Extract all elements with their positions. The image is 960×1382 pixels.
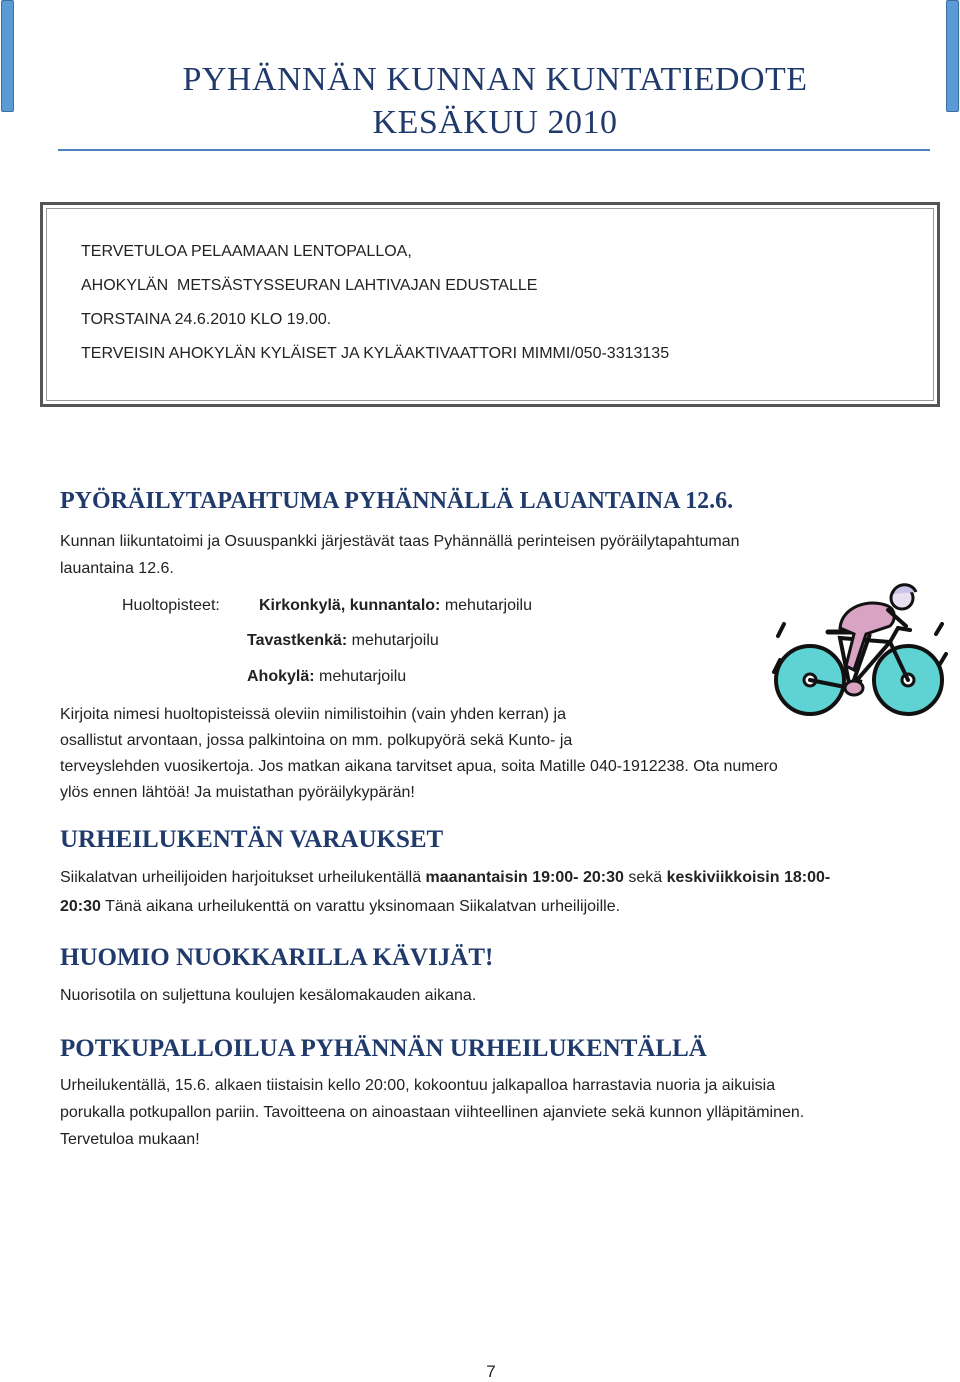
field-booking-heading: URHEILUKENTÄN VARAUKSET [60,826,444,853]
cycling-heading: PYÖRÄILYTAPAHTUMA PYHÄNNÄLLÄ LAUANTAINA 12.6. [60,488,734,514]
notice-line: AHOKYLÄN METSÄSTYSSEURAN LAHTIVAJAN EDUSTALLE [81,277,538,294]
right-decor-bar [946,0,959,112]
football-line: porukalla potkupallon pariin. Tavoitteena on ainoastaan viihteellinen ajanviete sekä kunnon ylläpitäminen. [60,1104,805,1121]
station-service: mehutarjoilu [440,597,532,614]
cyclist-clipart-icon [770,580,950,728]
volleyball-notice-box [40,202,940,407]
football-line: Tervetuloa mukaan! [60,1131,200,1148]
text-run-bold: 20:30 [60,898,101,915]
notice-text [81,235,669,371]
notice-line: TERVEISIN AHOKYLÄN KYLÄISET JA KYLÄAKTIVAATTORI MIMMI/050-3313135 [81,345,670,362]
cycling-body-line: Kirjoita nimesi huoltopisteissä oleviin nimilistoihin (vain yhden kerran) ja [60,706,567,723]
header-rule [58,149,930,151]
station-place: Kirkonkylä, kunnantalo: [259,597,441,614]
left-decor-bar [1,0,14,112]
youth-club-heading: HUOMIO NUOKKARILLA KÄVIJÄT! [60,944,494,971]
football-heading: POTKUPALLOILUA PYHÄNNÄN URHEILUKENTÄLLÄ [60,1035,707,1062]
text-run: Siikalatvan urheilijoiden harjoitukset urheilukentällä [60,869,426,886]
station-kirkonkyla [259,597,532,615]
station-tavastkenka [247,632,439,650]
cycling-body-line: ylös ennen lähtöä! Ja muistathan pyöräilykypärän! [60,784,415,801]
station-service: mehutarjoilu [314,668,407,685]
station-service: mehutarjoilu [347,632,439,649]
title-line-1: PYHÄNNÄN KUNNAN KUNTATIEDOTE [182,61,808,98]
station-place: Tavastkenkä: [247,632,348,649]
text-run-bold: keskiviikkoisin 18:00- [666,869,831,886]
station-place: Ahokylä: [247,668,315,685]
football-line: Urheilukentällä, 15.6. alkaen tiistaisin kello 20:00, kokoontuu jalkapalloa harrastavia nuoria ja aikuisia [60,1077,776,1094]
youth-club-text: Nuorisotila on suljettuna koulujen kesälomakauden aikana. [60,987,477,1004]
page-number: 7 [486,1362,496,1381]
field-booking-line [60,898,620,916]
stations-label: Huoltopisteet: [122,597,220,614]
station-ahokyla [247,668,406,686]
text-run: Tänä aikana urheilukenttä on varattu yksinomaan Siikalatvan urheilijoille. [100,898,621,915]
newsletter-title [60,58,930,144]
notice-line: TERVETULOA PELAAMAAN LENTOPALLOA, [81,243,412,260]
cycling-body-line: osallistut arvontaan, jossa palkintoina on mm. polkupyörä sekä Kunto- ja [60,732,573,749]
title-line-2: KESÄKUU 2010 [372,104,618,141]
cycling-body-line: terveyslehden vuosikertoja. Jos matkan aikana tarvitset apua, soita Matille 040-1912238. Ota numero [60,758,778,775]
text-run-bold: maanantaisin 19:00- 20:30 [425,869,624,886]
cycling-intro-line: Kunnan liikuntatoimi ja Osuuspankki järjestävät taas Pyhännällä perinteisen pyöräilytapahtuman [60,533,740,550]
text-run: sekä [623,869,667,886]
notice-line: TORSTAINA 24.6.2010 KLO 19.00. [81,311,332,328]
field-booking-line [60,869,830,887]
cycling-intro-line: lauantaina 12.6. [60,560,174,577]
